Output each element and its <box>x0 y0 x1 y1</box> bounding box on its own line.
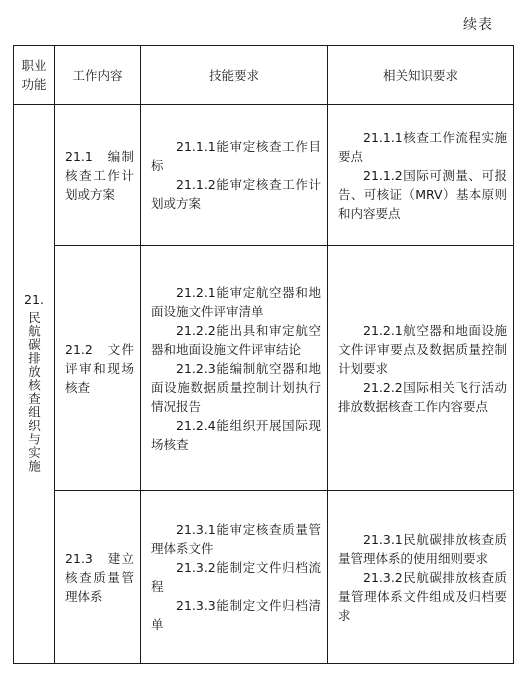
skill-item: 21.1.1能审定核查工作目标 <box>151 139 321 173</box>
work-content-text: 21.1 编制核查工作计划或方案 <box>65 148 134 202</box>
function-cell <box>14 105 55 664</box>
skill-item: 21.3.2能制定文件归档流程 <box>151 560 321 594</box>
work-content-text: 21.2 文件评审和现场核查 <box>65 341 134 395</box>
skill-item: 21.2.2能出具和审定航空器和地面设施文件评审结论 <box>151 322 321 357</box>
knowledge-item: 21.2.2国际相关飞行活动排放数据核查工作内容要点 <box>338 379 507 414</box>
function-number: 21. <box>24 292 44 307</box>
knowledge-cell <box>328 105 514 246</box>
table-row <box>14 491 514 664</box>
skill-item: 21.1.2能审定核查工作计划或方案 <box>151 177 321 211</box>
header-function <box>14 46 55 105</box>
skill-item: 21.3.3能制定文件归档清单 <box>151 598 321 632</box>
skills-cell <box>141 105 328 246</box>
header-content-label: 工作内容 <box>72 67 123 83</box>
header-skills-label: 技能要求 <box>208 67 259 83</box>
skill-item: 21.2.4能组织开展国际现场核查 <box>151 417 321 452</box>
header-skills <box>141 46 328 105</box>
knowledge-cell <box>328 246 514 491</box>
skill-item: 21.2.1能审定航空器和地面设施文件评审清单 <box>151 284 321 319</box>
knowledge-cell <box>328 491 514 664</box>
knowledge-item: 21.3.2民航碳排放核查质量管理体系文件组成及归档要求 <box>338 569 507 623</box>
header-function-label: 职业功能 <box>21 58 47 92</box>
knowledge-item: 21.2.1航空器和地面设施文件评审要点及数据质量控制计划要求 <box>338 322 507 376</box>
occupational-standard-table <box>13 45 514 664</box>
skills-cell <box>141 246 328 491</box>
skill-item: 21.3.1能审定核查质量管理体系文件 <box>151 522 321 556</box>
function-title: 民航碳排放核查组织与实施 <box>26 311 42 473</box>
table-row <box>14 246 514 491</box>
work-content-cell <box>55 491 141 664</box>
header-knowledge <box>328 46 514 105</box>
knowledge-item: 21.3.1民航碳排放核查质量管理体系的使用细则要求 <box>338 531 507 566</box>
skill-item: 21.2.3能编制航空器和地面设施数据质量控制计划执行情况报告 <box>151 360 321 414</box>
header-content <box>55 46 141 105</box>
knowledge-item: 21.1.1核查工作流程实施要点 <box>338 129 507 164</box>
table-row <box>14 105 514 246</box>
work-content-cell <box>55 105 141 246</box>
knowledge-item: 21.1.2国际可测量、可报告、可核证（MRV）基本原则和内容要点 <box>338 167 507 221</box>
skills-cell <box>141 491 328 664</box>
header-row <box>14 46 514 105</box>
continued-table-label: 续表 <box>463 17 493 33</box>
work-content-cell <box>55 246 141 491</box>
header-knowledge-label: 相关知识要求 <box>382 67 458 83</box>
work-content-text: 21.3 建立核查质量管理体系 <box>65 550 134 604</box>
